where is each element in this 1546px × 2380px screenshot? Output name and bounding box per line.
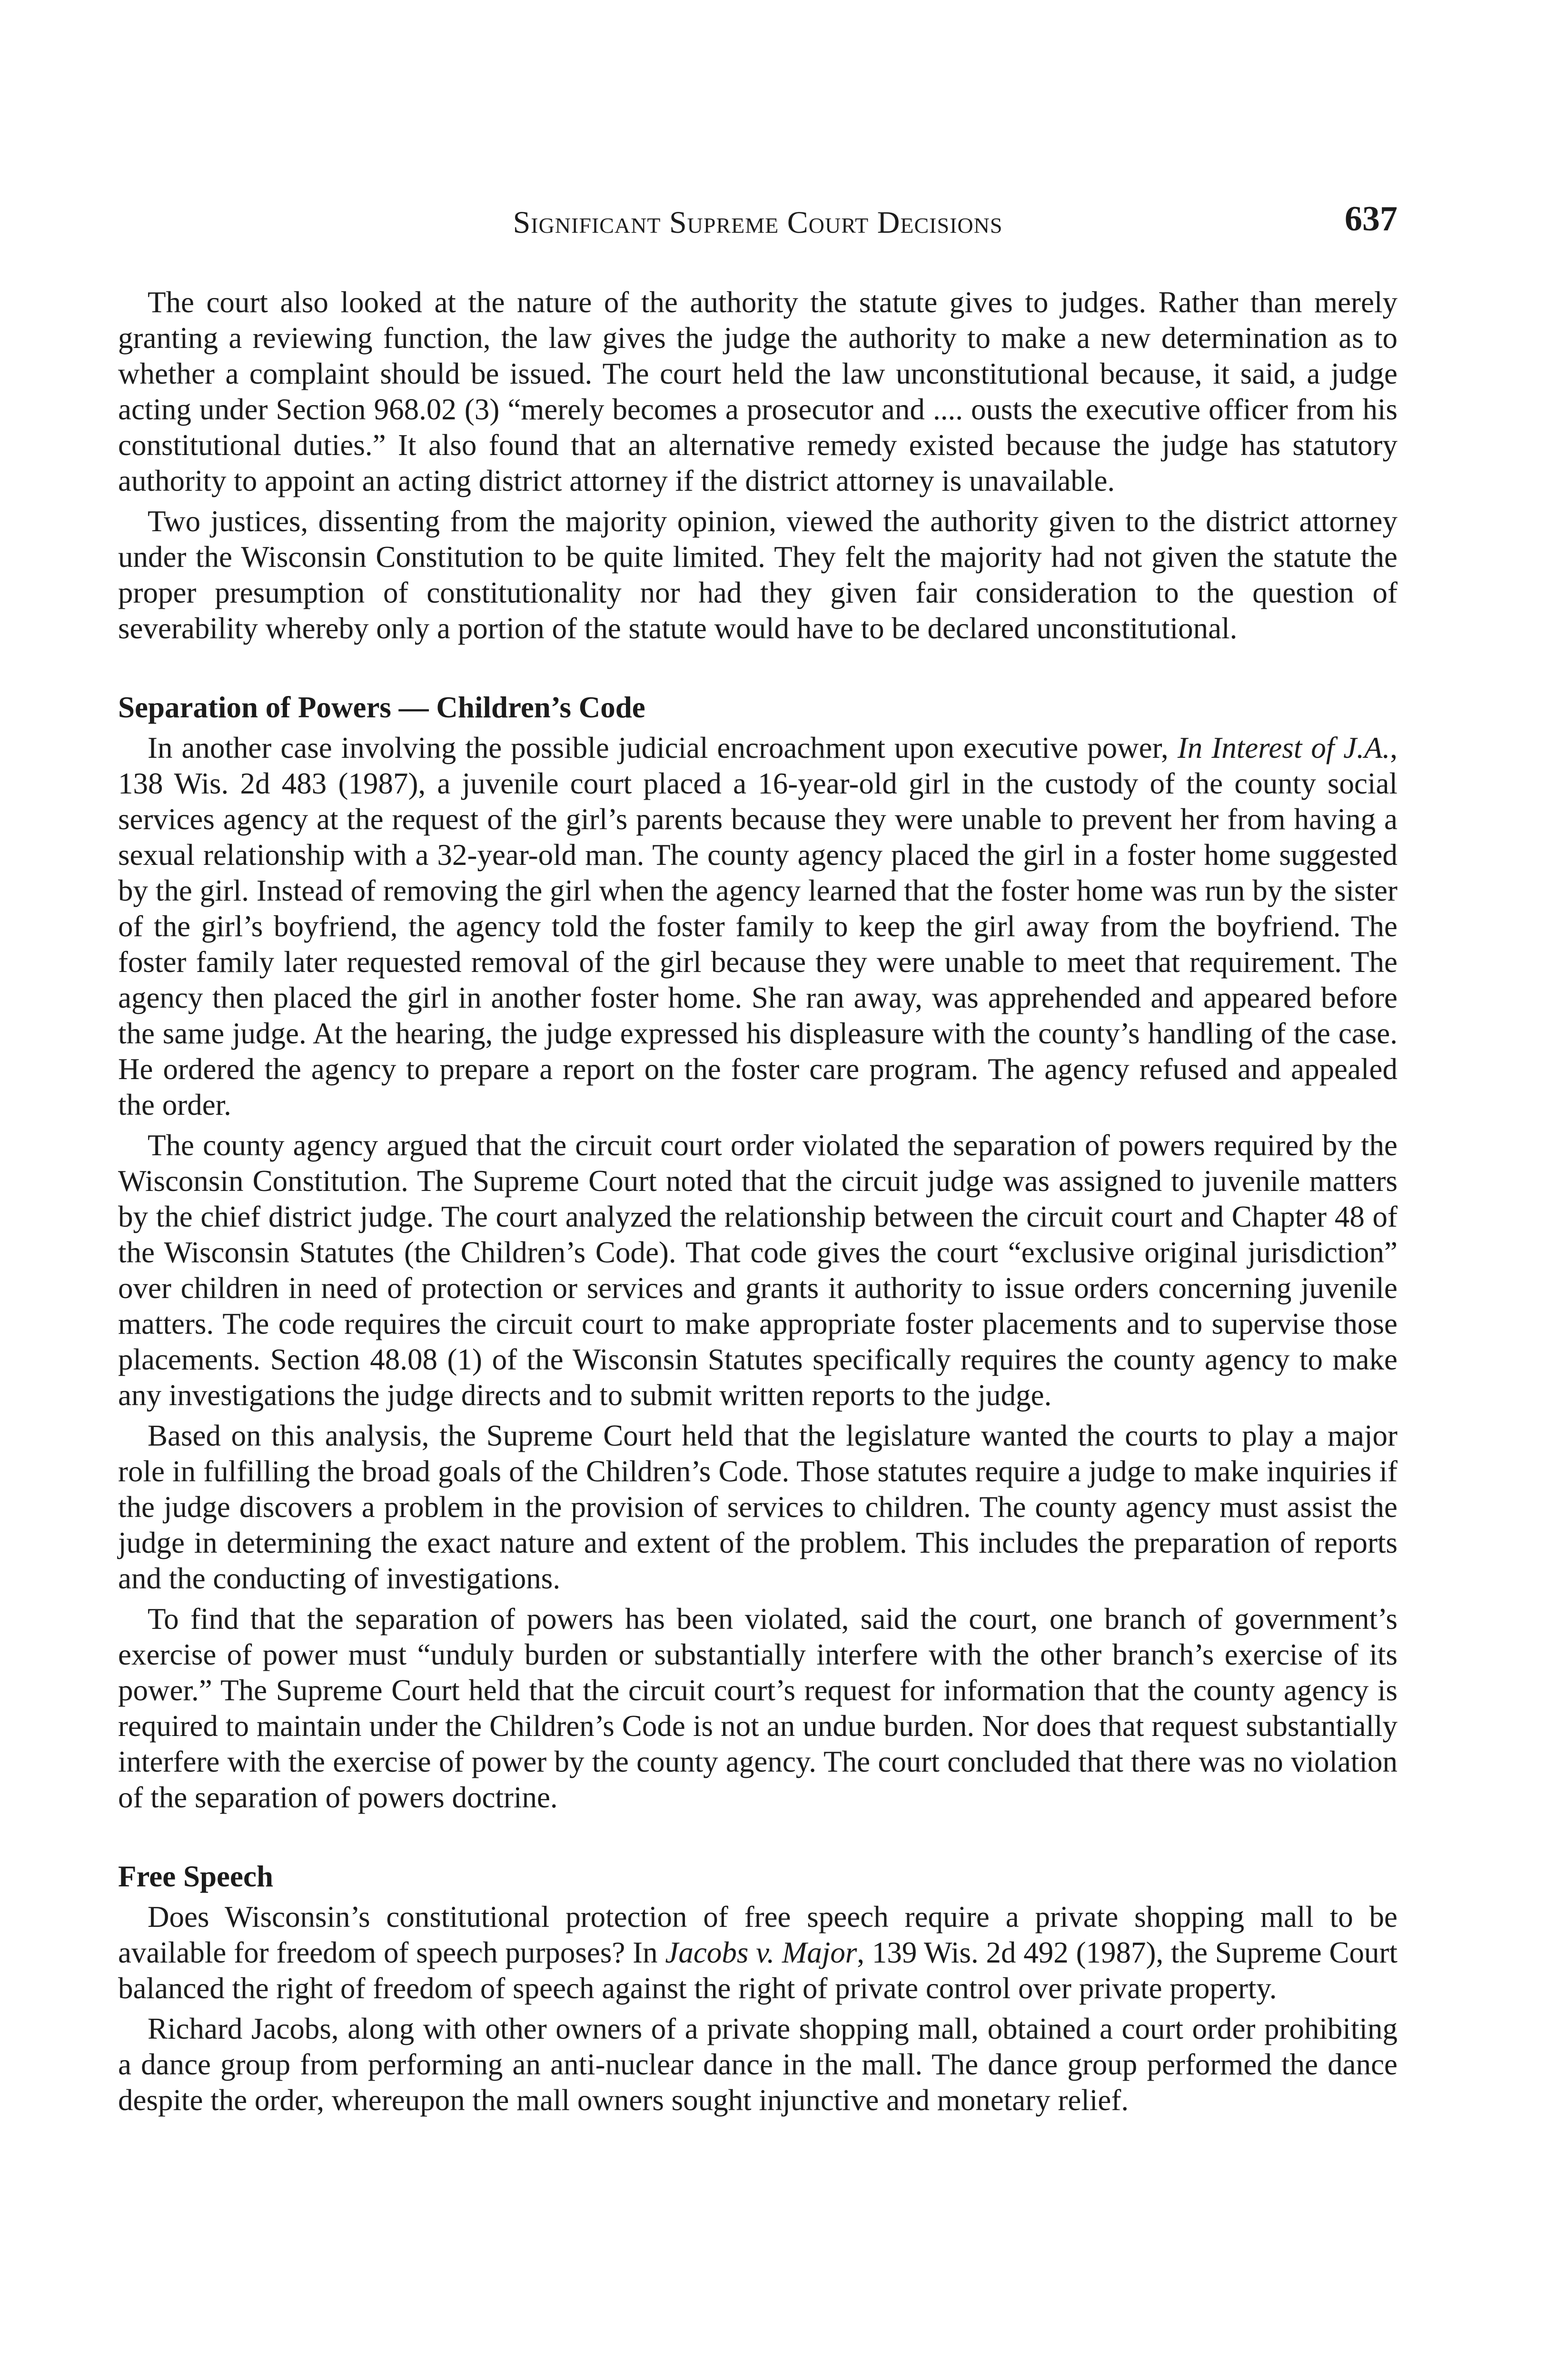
paragraph-7-text-b: , 139 Wis. 2d 492 (1987), the Supreme Court balanced the right of freedom of speech against the right of private control over private property.	[118, 1936, 1397, 2005]
section-heading-separation-of-powers: Separation of Powers — Children’s Code	[118, 691, 645, 724]
paragraph-7	[118, 1899, 1397, 2006]
paragraph-5: Based on this analysis, the Supreme Court held that the legislature wanted the courts to play a major role in fulfilling the broad goals of the Children’s Code. Those statutes require a judge to make inquiries if the judge discovers a problem in the provision of services to children. The county agency must assist the judge in determining the exact nature and extent of the problem. This includes the preparation of reports and the conducting of investigations.	[118, 1419, 1397, 1595]
case-citation-in-interest-of-ja: In Interest of J.A.	[1177, 731, 1390, 764]
running-title: Significant Supreme Court Decisions	[513, 205, 1003, 240]
paragraph-4: The county agency argued that the circuit court order violated the separation of powers required by the Wisconsin Constitution. The Supreme Court noted that the circuit judge was assigned to juvenile matters by the chief district judge. The court analyzed the relationship between the circuit court and Chapter 48 of the Wisconsin Statutes (the Children’s Code). That code gives the court “exclusive original jurisdiction” over children in need of protection or services and grants it authority to issue orders concerning juvenile matters. The code requires the circuit court to make appropriate foster placements and to supervise those placements. Section 48.08 (1) of the Wisconsin Statutes specifically requires the county agency to make any investigations the judge directs and to submit written reports to the judge.	[118, 1129, 1397, 1412]
paragraph-6: To find that the separation of powers has been violated, said the court, one branch of government’s exercise of power must “unduly burden or substantially interfere with the other branch’s exercise of its power.” The Supreme Court held that the circuit court’s request for information that the county agency is required to maintain under the Children’s Code is not an undue burden. Nor does that request substantially interfere with the exercise of power by the county agency. The court concluded that there was no violation of the separation of powers doctrine.	[118, 1602, 1397, 1814]
page-number: 637	[1345, 199, 1397, 238]
paragraph-1: The court also looked at the nature of the authority the statute gives to judges. Rather than merely granting a reviewing function, the law gives the judge the authority to make a new determination as to whether a complaint should be issued. The court held the law unconstitutional because, it said, a judge acting under Section 968.02 (3) “merely becomes a prosecutor and .... ousts the executive officer from his constitutional duties.” It also found that an alternative remedy existed because the judge has statutory authority to appoint an acting district attorney if the district attorney is unavailable.	[118, 286, 1397, 497]
paragraph-3	[118, 730, 1397, 1123]
paragraph-3-text-b: , 138 Wis. 2d 483 (1987), a juvenile court placed a 16-year-old girl in the custody of the county social services agency at the request of the girl’s parents because they were unable to prevent her from having a sexual relationship with a 32-year-old man. The county agency placed the girl in a foster home suggested by the girl. Instead of removing the girl when the agency learned that the foster home was run by the sister of the girl’s boyfriend, the agency told the foster family to keep the girl away from the boyfriend. The foster family later requested removal of the girl because they were unable to meet that requirement. The agency then placed the girl in another foster home. She ran away, was apprehended and appeared before the same judge. At the hearing, the judge expressed his displeasure with the county’s handling of the case. He ordered the agency to prepare a report on the foster care program. The agency refused and appealed the order.	[118, 731, 1397, 1121]
running-header	[118, 199, 1397, 247]
paragraph-8: Richard Jacobs, along with other owners of a private shopping mall, obtained a court order prohibiting a dance group from performing an anti-nuclear dance in the mall. The dance group performed the dance despite the order, whereupon the mall owners sought injunctive and monetary relief.	[118, 2012, 1397, 2117]
case-citation-jacobs-v-major: Jacobs v. Major	[665, 1936, 857, 1969]
section-heading-free-speech: Free Speech	[118, 1860, 273, 1893]
paragraph-2: Two justices, dissenting from the majority opinion, viewed the authority given to the district attorney under the Wisconsin Constitution to be quite limited. They felt the majority had not given the statute the proper presumption of constitutionality nor had they given fair consideration to the question of severability whereby only a portion of the statute would have to be declared unconstitutional.	[118, 505, 1397, 645]
paragraph-3-text-a: In another case involving the possible judicial encroachment upon executive power,	[148, 731, 1178, 764]
paragraph-7-text-a: Does Wisconsin’s constitutional protection of free speech require a private shopping mall to be available for freedom of speech purposes? In	[118, 1900, 1397, 1969]
body-text	[118, 285, 1397, 2123]
